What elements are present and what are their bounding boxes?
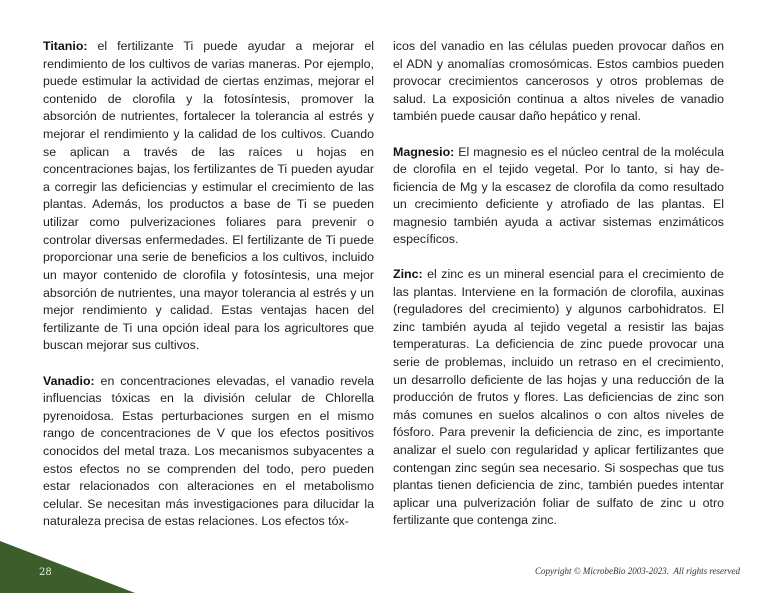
- paragraph-titanio: [43, 38, 374, 355]
- term-vanadio: Vanadio:: [43, 373, 95, 388]
- term-titanio: Titanio:: [43, 39, 88, 53]
- text-magnesio: El magnesio es el núcleo central de la molécula de clorofila en el tejido vegetal. Por lo tanto, si hay deficiencia de Mg y la escasez de clorofila da como resultado un crecimiento deficiente y atrofiado de las plantas. El magnesio también ayuda a activar sistemas enzimáticos específicos.: [393, 144, 724, 247]
- page-number: 28: [39, 567, 52, 578]
- term-magnesio: Magnesio:: [393, 144, 455, 159]
- paragraph-zinc: [393, 266, 724, 530]
- text-titanio: el fertilizante Ti puede ayudar a mejorar el rendimiento de los cultivos de varias maneras. Por ejemplo, puede estimular la actividad de ciertas enzimas, mejorar el contenido de clorofila y la fotosíntesis, promover la absorción de nutrientes, fortalecer la tolerancia al estrés y mejorar el rendimiento y la calidad de los cultivos. Cuando se aplican a través de las raíces u hojas en concentraciones bajas, los fertilizantes de Ti pueden ayudar a corregir las deficiencias y estimular el crecimiento de las plantas. Además, los productos a base de Ti se pueden utilizar como pulverizaciones foliares para prevenir o controlar diversas enfermedades. El fertilizante de Ti puede proporcionar una serie de beneficios a los cultivos, incluido un mayor contenido de clorofila y fotosíntesis, una mejor absorción de nutrientes, una mayor tolerancia al estrés y un mejor rendimiento y calidad. Estas ventajas hacen del fertilizante de Ti una opción ideal para los agricultores que buscan mejorar sus cultivos.: [43, 39, 374, 353]
- green-corner-triangle: [0, 541, 135, 593]
- text-zinc: el zinc es un mineral esencial para el crecimiento de las plantas. Interviene en la formación de clorofila, auxinas (reguladores del crecimiento) y algunos carbohidratos. El zinc también ayuda al tejido vegetal a resistir las bajas temperaturas. La deficiencia de zinc puede provocar una serie de problemas, incluido un retraso en el crecimiento, un desarrollo deficiente de las hojas y una reducción de la producción de frutos y flores. Las deficiencias de zinc son más comunes en suelos alcalinos o con altos niveles de fósforo. Para prevenir la deficiencia de zinc, es importante analizar el suelo con regularidad y aplicar fertilizantes que contengan zinc según sea necesario. Si sospechas que tus plantas tienen deficiencia de zinc, también puedes intentar aplicar una pulverización foliar de sulfato de zinc u otro fertilizante que contenga zinc.: [393, 267, 724, 528]
- text-vanadio-continued: icos del vanadio en las células pueden provocar daños en el ADN y anomalías cromosómicas. Estos cambios pueden provocar crecimientos cancerosos y otros problemas de salud. La exposición continua a altos niveles de vanadio también puede causar daño hepático y renal.: [393, 39, 724, 124]
- paragraph-vanadio-continued: [393, 38, 724, 126]
- copyright-notice: Copyright © MicrobeBio 2003-2023. All rights reserved: [535, 566, 740, 576]
- corner-shape: [0, 541, 135, 593]
- paragraph-vanadio: [43, 373, 374, 531]
- text-vanadio: en concentraciones elevadas, el vanadio revela influencias tóxicas en la división celular de Chlorella pyrenoidosa. Estas perturbaciones surgen en el mismo rango de concentraciones de V que los efectos positivos conocidos del metal traza. Los mecanismos subyacentes a estos efectos no se comprenden del todo, pero pueden estar relacionados con alteraciones en el metabolismo celular. Se necesitan más investigaciones para dilucidar la naturaleza precisa de estas relaciones. Los efectos tóx-: [43, 373, 374, 529]
- term-zinc: Zinc:: [393, 267, 423, 282]
- paragraph-magnesio: [393, 144, 724, 249]
